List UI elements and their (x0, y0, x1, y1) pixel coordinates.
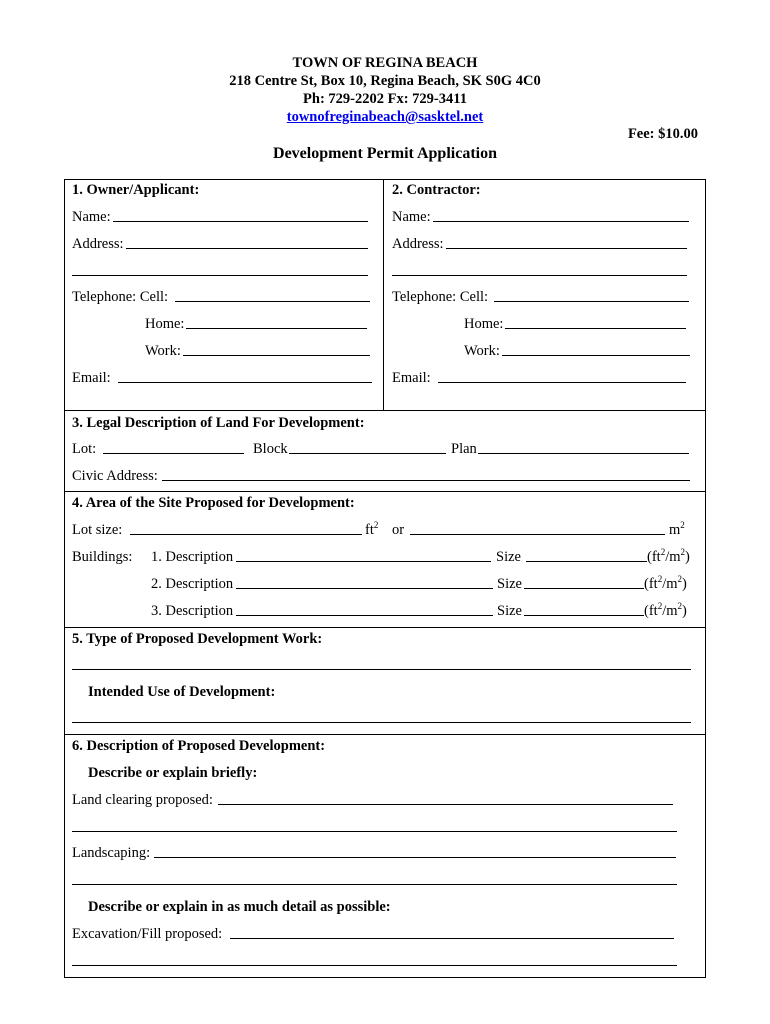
owner-name-field[interactable] (113, 221, 368, 222)
owner-name-label: Name: (72, 209, 111, 225)
civic-field[interactable] (162, 480, 690, 481)
lot-field[interactable] (103, 453, 244, 454)
unit1-label: $(ft^2/m^2)$ (647, 547, 690, 565)
m2-label: $m^2$ (669, 520, 685, 538)
desc3-field[interactable] (236, 615, 493, 616)
town-phone: Ph: 729-2202 Fx: 729-3411 (303, 91, 467, 107)
describe-detail-label: Describe or explain in as much detail as possible: (88, 899, 391, 915)
owner-home-field[interactable] (186, 328, 367, 329)
intended-use-label: Intended Use of Development: (88, 684, 276, 700)
landscaping-label: Landscaping: (72, 845, 151, 861)
divider-section5 (65, 627, 705, 628)
town-name: TOWN OF REGINA BEACH (292, 55, 478, 71)
lot-size-m-field[interactable] (410, 534, 665, 535)
contractor-email-label: Email: (392, 370, 431, 386)
contractor-work-label: Work: (464, 343, 500, 359)
civic-label: Civic Address: (72, 468, 158, 484)
contractor-name-field[interactable] (433, 221, 689, 222)
contractor-name-label: Name: (392, 209, 431, 225)
divider-section4 (65, 491, 705, 492)
owner-address-field[interactable] (126, 248, 368, 249)
size3-field[interactable] (524, 615, 644, 616)
size1-label: Size (496, 549, 521, 565)
unit2-label: $(ft^2/m^2)$ (644, 574, 687, 592)
desc1-field[interactable] (236, 561, 491, 562)
type-field[interactable] (72, 669, 691, 670)
owner-heading: 1. Owner/Applicant: (72, 182, 200, 198)
fee-label: Fee: $10.00 (627, 126, 698, 142)
size2-label: Size (497, 576, 522, 592)
land-clearing-label: Land clearing proposed: (72, 792, 213, 808)
owner-home-label: Home: (145, 316, 185, 332)
contractor-address-field[interactable] (446, 248, 687, 249)
divider-section6 (65, 734, 705, 735)
or-label: or (392, 522, 405, 538)
owner-email-label: Email: (72, 370, 111, 386)
size3-label: Size (497, 603, 522, 619)
block-field[interactable] (289, 453, 446, 454)
description-heading: 6. Description of Proposed Development: (72, 738, 326, 754)
ft2-label: $ft^2$ (365, 520, 379, 538)
contractor-work-field[interactable] (502, 355, 690, 356)
type-heading: 5. Type of Proposed Development Work: (72, 631, 323, 647)
lot-size-label: Lot size: (72, 522, 123, 538)
describe-briefly-label: Describe or explain briefly: (88, 765, 258, 781)
lot-label: Lot: (72, 441, 97, 457)
size1-field[interactable] (526, 561, 647, 562)
land-clearing-field[interactable] (218, 804, 673, 805)
contractor-home-label: Home: (464, 316, 504, 332)
area-heading: 4. Area of the Site Proposed for Development: (72, 495, 355, 511)
owner-cell-field[interactable] (175, 301, 370, 302)
desc3-label: 3. Description (151, 603, 234, 619)
intended-use-field[interactable] (72, 722, 691, 723)
excavation-field-2[interactable] (72, 965, 677, 966)
town-email-link[interactable]: townofreginabeach@sasktel.net (286, 109, 484, 125)
desc2-field[interactable] (236, 588, 493, 589)
lot-size-ft-field[interactable] (130, 534, 362, 535)
owner-work-label: Work: (145, 343, 181, 359)
size2-field[interactable] (524, 588, 644, 589)
owner-address-field-2[interactable] (72, 275, 368, 276)
column-divider (383, 180, 384, 410)
page-title: Development Permit Application (273, 145, 497, 162)
contractor-home-field[interactable] (505, 328, 686, 329)
unit3-label: $(ft^2/m^2)$ (644, 601, 687, 619)
contractor-email-field[interactable] (438, 382, 686, 383)
owner-address-label: Address: (72, 236, 124, 252)
town-address: 218 Centre St, Box 10, Regina Beach, SK S0G 4C0 (229, 73, 541, 89)
contractor-cell-label: Telephone: Cell: (392, 289, 489, 305)
buildings-label: Buildings: (72, 549, 133, 565)
excavation-field[interactable] (230, 938, 674, 939)
owner-cell-label: Telephone: Cell: (72, 289, 169, 305)
desc1-label: 1. Description (151, 549, 234, 565)
contractor-cell-field[interactable] (494, 301, 689, 302)
contractor-address-label: Address: (392, 236, 444, 252)
divider-section3 (65, 410, 705, 411)
owner-email-field[interactable] (118, 382, 372, 383)
contractor-address-field-2[interactable] (392, 275, 687, 276)
owner-work-field[interactable] (183, 355, 370, 356)
plan-label: Plan (451, 441, 477, 457)
landscaping-field-2[interactable] (72, 884, 677, 885)
legal-heading: 3. Legal Description of Land For Development: (72, 415, 365, 431)
plan-field[interactable] (478, 453, 689, 454)
desc2-label: 2. Description (151, 576, 234, 592)
contractor-heading: 2. Contractor: (392, 182, 481, 198)
land-clearing-field-2[interactable] (72, 831, 677, 832)
excavation-label: Excavation/Fill proposed: (72, 926, 223, 942)
town-email-wrap (0, 110, 770, 125)
landscaping-field[interactable] (154, 857, 676, 858)
block-label: Block (253, 441, 288, 457)
